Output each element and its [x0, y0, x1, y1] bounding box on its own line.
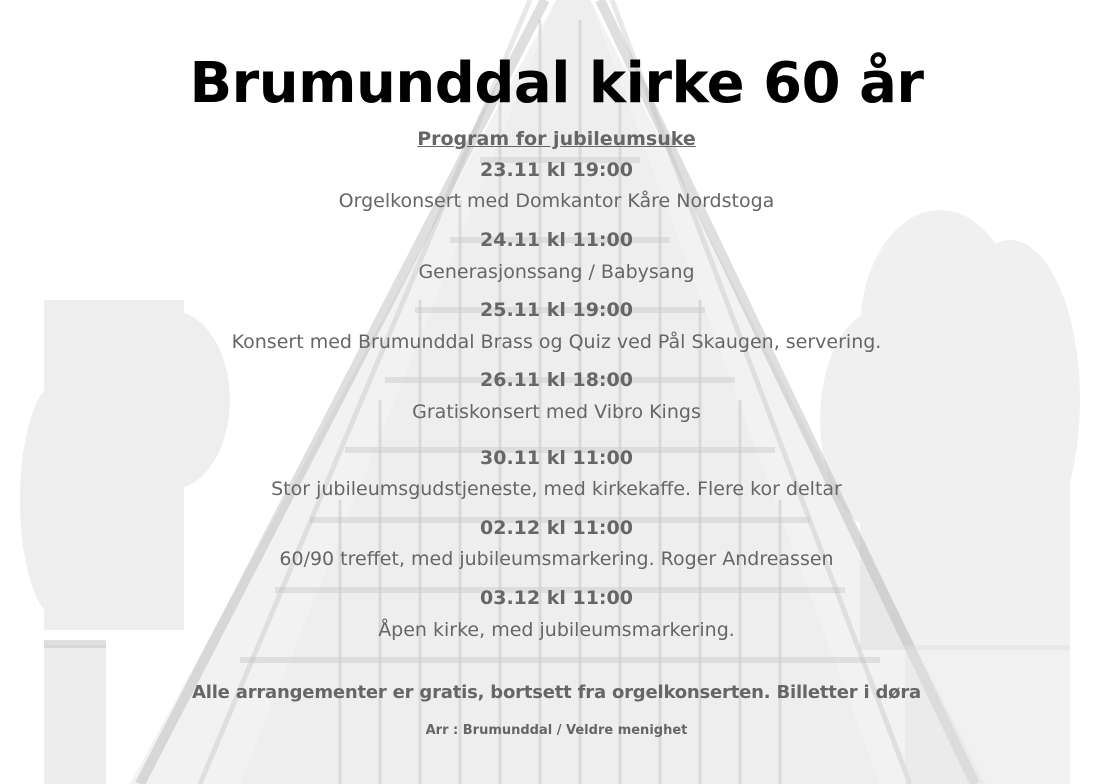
event-description: 60/90 treffet, med jubileumsmarkering. Roger Andreassen	[279, 548, 834, 570]
organizer-credit: Arr : Brumunddal / Veldre menighet	[425, 723, 688, 738]
event-description: Orgelkonsert med Domkantor Kåre Nordstoga	[338, 190, 775, 212]
event-description: Stor jubileumsgudstjeneste, med kirkekaffe. Flere kor deltar	[271, 478, 842, 500]
admission-note: Alle arrangementer er gratis, bortsett fra orgelkonserten. Billetter i døra	[192, 682, 921, 703]
event-description: Generasjonssang / Babysang	[418, 261, 695, 283]
event-date: 26.11 kl 18:00	[480, 369, 633, 391]
event-description: Konsert med Brumunddal Brass og Quiz ved Pål Skaugen, servering.	[231, 331, 882, 353]
event-description: Åpen kirke, med jubileumsmarkering.	[378, 619, 735, 641]
event-date: 24.11 kl 11:00	[480, 229, 633, 251]
poster-title: Brumunddal kirke 60 år	[189, 51, 924, 116]
event-date: 30.11 kl 11:00	[480, 447, 633, 469]
event-date: 25.11 kl 19:00	[480, 299, 633, 321]
event-description: Gratiskonsert med Vibro Kings	[412, 401, 701, 423]
program-heading: Program for jubileumsuke	[417, 128, 696, 150]
event-date: 03.12 kl 11:00	[480, 587, 633, 609]
event-date: 23.11 kl 19:00	[480, 159, 633, 181]
event-date: 02.12 kl 11:00	[480, 517, 633, 539]
